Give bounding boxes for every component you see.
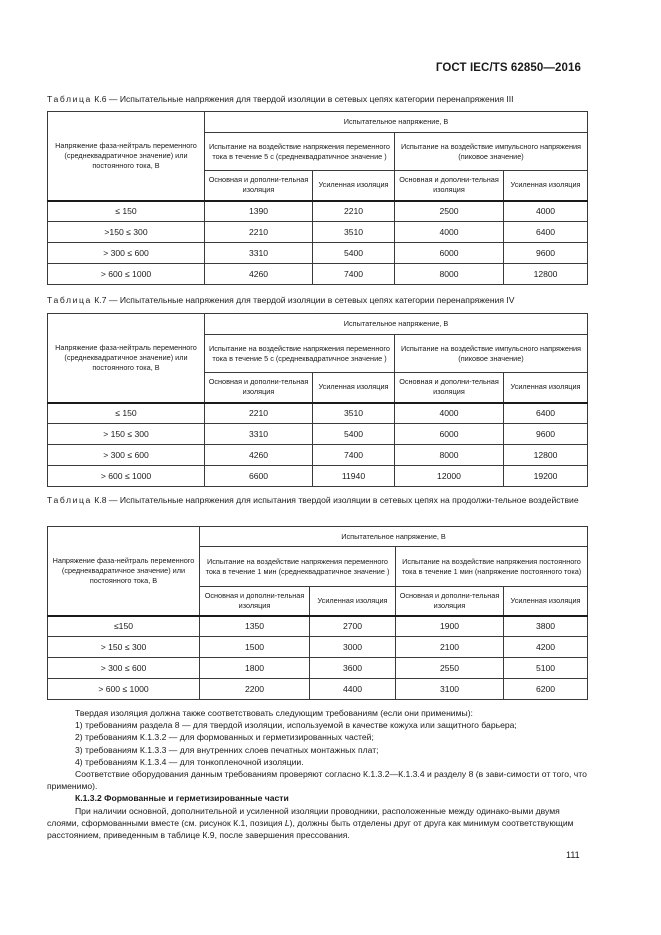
subheader-basic: Основная и дополни-тельная изоляция	[395, 171, 504, 201]
cell-value: 3310	[205, 243, 313, 264]
table-k8	[47, 526, 588, 700]
requirements-intro: Твердая изоляция должна также соответствовать следующим требованиям (если они применимы):	[75, 708, 473, 718]
subheader-basic: Основная и дополни-тельная изоляция	[205, 171, 313, 201]
subheader-basic: Основная и дополни-тельная изоляция	[205, 373, 313, 403]
header-ac-test: Испытание на воздействие напряжения переменного тока в течение 5 с (среднеквадратичное значение )	[205, 133, 395, 171]
cell-voltage-range: ≤ 150	[48, 201, 205, 222]
cell-value: 7400	[313, 264, 395, 285]
table-row	[48, 445, 588, 466]
header-ac-test: Испытание на воздействие напряжения переменного тока в течение 5 с (среднеквадратичное значение )	[205, 335, 395, 373]
table-caption-k8	[47, 494, 587, 507]
table-k7	[47, 313, 588, 487]
requirement-item-2: 2) требованиям К.1.3.2 — для формованных и герметизированных частей;	[75, 732, 374, 743]
body-text	[47, 707, 587, 841]
cell-value: 2210	[205, 403, 313, 424]
cell-value: 6600	[205, 466, 313, 487]
table-row	[48, 424, 588, 445]
cell-value: 2210	[313, 201, 395, 222]
cell-value: 3310	[205, 424, 313, 445]
cell-value: 2550	[396, 658, 504, 679]
cell-value: 8000	[395, 264, 504, 285]
section-number: К.1.3.2	[75, 793, 102, 804]
column-header-voltage: Напряжение фаза-нейтраль переменного (среднеквадратичное значение) или постоянного тока, В	[48, 112, 205, 201]
cell-value: 1800	[200, 658, 310, 679]
cell-value: 3000	[310, 637, 396, 658]
paragraph-text: ), должны быть отделены друг от друга как минимум соответствующим расстоянием, приведенным в таблице К.9, после завершения прессования.	[47, 817, 574, 841]
cell-value: 1900	[396, 616, 504, 637]
section-title: Формованные и герметизированные части	[104, 793, 289, 804]
subheader-reinforced: Усиленная изоляция	[504, 171, 588, 201]
table-row	[48, 222, 588, 243]
caption-lead: Таблица	[47, 295, 92, 305]
cell-value: 12800	[504, 264, 588, 285]
cell-value: 6000	[395, 243, 504, 264]
requirement-item-1: 1) требованиям раздела 8 — для твердой изоляции, используемой в качестве кожуха или защитного барьера;	[75, 720, 517, 731]
section-heading	[47, 792, 587, 804]
table-row	[48, 201, 588, 222]
table-row	[48, 466, 588, 487]
cell-value: 3600	[310, 658, 396, 679]
cell-value: 12000	[395, 466, 504, 487]
cell-value: 2210	[205, 222, 313, 243]
cell-value: 9600	[504, 424, 588, 445]
cell-value: 2200	[200, 679, 310, 700]
cell-value: 4260	[205, 264, 313, 285]
cell-value: 6400	[504, 403, 588, 424]
cell-value: 6200	[504, 679, 588, 700]
cell-value: 7400	[313, 445, 395, 466]
molded-parts-paragraph	[47, 805, 587, 842]
cell-value: 5400	[313, 243, 395, 264]
table-row	[48, 637, 588, 658]
table-row	[48, 403, 588, 424]
header-ac-test: Испытание на воздействие напряжения переменного тока в течение 1 мин (среднеквадратичное значение )	[200, 547, 396, 587]
caption-text: К.6 — Испытательные напряжения для твердой изоляции в сетевых цепях категории перенапряжения III	[91, 94, 514, 104]
table-row	[48, 679, 588, 700]
cell-value: 4000	[395, 222, 504, 243]
cell-value: 3510	[313, 403, 395, 424]
table-k6	[47, 111, 588, 285]
header-test-voltage: Испытательное напряжение, В	[205, 314, 588, 335]
cell-value: 4260	[205, 445, 313, 466]
cell-value: 11940	[313, 466, 395, 487]
cell-value: 4000	[504, 201, 588, 222]
header-dc-test: Испытание на воздействие напряжения постоянного тока в течение 1 мин (напряжение постоянного тока)	[396, 547, 588, 587]
requirement-item-3: 3) требованиям К.1.3.3 — для внутренних слоев печатных монтажных плат;	[75, 744, 379, 755]
column-header-voltage: Напряжение фаза-нейтраль переменного (среднеквадратичное значение) или постоянного тока, В	[48, 314, 205, 403]
table-row	[48, 243, 588, 264]
cell-voltage-range: > 300 ≤ 600	[48, 658, 200, 679]
header-test-voltage: Испытательное напряжение, В	[205, 112, 588, 133]
cell-value: 1390	[205, 201, 313, 222]
subheader-reinforced: Усиленная изоляция	[310, 587, 396, 616]
cell-value: 5400	[313, 424, 395, 445]
caption-text: К.7 — Испытательные напряжения для твердой изоляции в сетевых цепях категории перенапряжения IV	[91, 295, 515, 305]
cell-value: 9600	[504, 243, 588, 264]
cell-value: 3510	[313, 222, 395, 243]
requirement-item-4: 4) требованиям К.1.3.4 — для тонкопленочной изоляции.	[75, 756, 304, 767]
cell-value: 6400	[504, 222, 588, 243]
cell-value: 8000	[395, 445, 504, 466]
cell-voltage-range: > 300 ≤ 600	[48, 243, 205, 264]
cell-value: 19200	[504, 466, 588, 487]
subheader-reinforced: Усиленная изоляция	[504, 373, 588, 403]
caption-text: К.8 — Испытательные напряжения для испытания твердой изоляции в сетевых цепях на продолжи-тельное воздействие	[91, 495, 579, 505]
header-impulse-test: Испытание на воздействие импульсного напряжения (пиковое значение)	[395, 335, 588, 373]
header-impulse-test: Испытание на воздействие импульсного напряжения (пиковое значение)	[395, 133, 588, 171]
column-header-voltage: Напряжение фаза-нейтраль переменного (среднеквадратичное значение) или постоянного тока, В	[48, 527, 200, 616]
cell-voltage-range: > 600 ≤ 1000	[48, 679, 200, 700]
paragraph-text: При наличии основной, дополнительной и усиленной изоляции проводники, расположенные между одинако-выми двумя слоями, сформованными вместе (см. рисунок К.1, позиция	[47, 805, 560, 828]
cell-value: 1350	[200, 616, 310, 637]
subheader-basic: Основная и дополни-тельная изоляция	[395, 373, 504, 403]
subheader-reinforced: Усиленная изоляция	[313, 171, 395, 201]
subheader-reinforced: Усиленная изоляция	[504, 587, 588, 616]
compliance-paragraph: Соответствие оборудования данным требованиям проверяют согласно К.1.3.2—К.1.3.4 и разделу 8 (в зави-симости от того, что применимо).	[47, 769, 587, 792]
subheader-basic: Основная и дополни-тельная изоляция	[200, 587, 310, 616]
cell-voltage-range: ≤150	[48, 616, 200, 637]
document-header: ГОСТ IEC/TS 62850—2016	[435, 62, 581, 74]
cell-voltage-range: > 600 ≤ 1000	[48, 466, 205, 487]
cell-value: 4400	[310, 679, 396, 700]
cell-voltage-range: >150 ≤ 300	[48, 222, 205, 243]
table-caption-k7	[47, 294, 587, 307]
cell-voltage-range: > 300 ≤ 600	[48, 445, 205, 466]
position-label: L	[284, 817, 290, 828]
page-number: 111	[566, 850, 580, 860]
cell-value: 4000	[395, 403, 504, 424]
table-row	[48, 658, 588, 679]
table-caption-k6	[47, 93, 587, 106]
caption-lead: Таблица	[47, 94, 92, 104]
cell-value: 4200	[504, 637, 588, 658]
cell-value: 12800	[504, 445, 588, 466]
cell-value: 6000	[395, 424, 504, 445]
table-row	[48, 616, 588, 637]
cell-value: 2700	[310, 616, 396, 637]
table-row	[48, 264, 588, 285]
header-test-voltage: Испытательное напряжение, В	[200, 527, 588, 547]
caption-lead: Таблица	[47, 495, 92, 505]
cell-voltage-range: ≤ 150	[48, 403, 205, 424]
cell-voltage-range: > 600 ≤ 1000	[48, 264, 205, 285]
cell-value: 3100	[396, 679, 504, 700]
cell-value: 5100	[504, 658, 588, 679]
cell-value: 1500	[200, 637, 310, 658]
cell-value: 3800	[504, 616, 588, 637]
cell-voltage-range: > 150 ≤ 300	[48, 637, 200, 658]
cell-value: 2500	[395, 201, 504, 222]
cell-voltage-range: > 150 ≤ 300	[48, 424, 205, 445]
subheader-basic: Основная и дополни-тельная изоляция	[396, 587, 504, 616]
subheader-reinforced: Усиленная изоляция	[313, 373, 395, 403]
cell-value: 2100	[396, 637, 504, 658]
